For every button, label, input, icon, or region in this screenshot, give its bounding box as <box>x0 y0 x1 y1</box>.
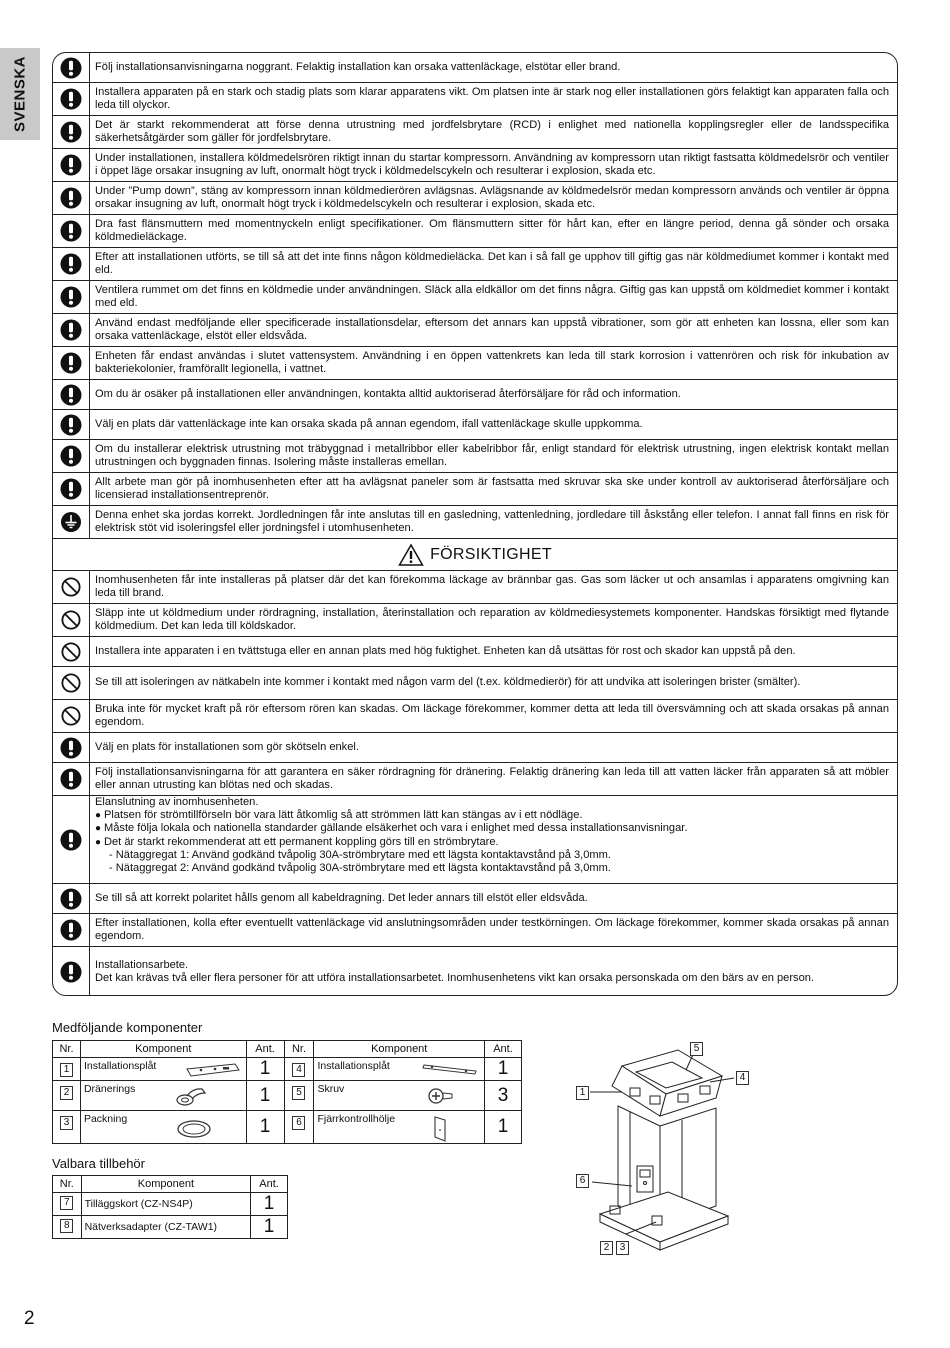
row-icon-cell <box>53 83 90 115</box>
diagram-tag: 2 <box>600 1241 613 1255</box>
sub-item <box>95 862 889 875</box>
exclamation-icon <box>60 414 82 436</box>
bullet-icon: ● <box>95 836 102 848</box>
item-number: 5 <box>292 1086 305 1100</box>
electrical-title: Elanslutning av inomhusenheten. <box>95 796 259 808</box>
safety-text: Allt arbete man gör på inomhusenheten efter att ha avlägsnat paneler som är fastsatta med skruvar ska ske under kontroll av auktoriserad återförsäljare och licensierad installationsentreprenör. <box>95 475 889 501</box>
row-icon-cell <box>53 440 90 472</box>
row-icon-cell <box>53 53 90 82</box>
row-text-cell <box>95 947 889 996</box>
row-icon-cell <box>53 314 90 346</box>
col-komponent: Komponent <box>80 1041 246 1058</box>
exclamation-icon <box>60 737 82 759</box>
item-number: 3 <box>60 1116 73 1130</box>
component-name: Tilläggskort (CZ-NS4P) <box>81 1193 251 1216</box>
safety-text: Se till att isoleringen av nätkabeln inte kommer i kontakt med någon varm del (t.ex. köldmedierör) för att undvika att isoleringen brister (smälter). <box>95 676 801 689</box>
exclamation-icon <box>60 319 82 341</box>
row-icon-cell <box>53 506 90 538</box>
warning-row <box>53 473 897 506</box>
bullet-text: Platsen för strömtillförseln bör vara lätt åtkomlig så att strömmen lätt kan stängas av i ett nödläge. <box>104 809 583 822</box>
row-icon-cell <box>53 571 90 603</box>
col-ant: Ant. <box>485 1041 522 1058</box>
row-icon-cell <box>53 248 90 280</box>
ground-icon <box>60 511 82 533</box>
safety-box <box>52 52 898 996</box>
row-icon-cell <box>53 149 90 181</box>
row-text-cell <box>95 604 889 636</box>
exclamation-icon <box>60 286 82 308</box>
component-quantity: 1 <box>251 1216 288 1239</box>
warning-row <box>53 347 897 380</box>
item-number: 7 <box>60 1196 73 1210</box>
table-row <box>53 1193 288 1216</box>
item-number: 1 <box>60 1063 73 1077</box>
safety-text: Följ installationsanvisningarna noggrant. Felaktig installation kan orsaka vattenläckage, elstötar eller brand. <box>95 60 621 73</box>
row-icon-cell <box>53 763 90 795</box>
optional-title: Valbara tillbehör <box>52 1156 145 1171</box>
row-icon-cell <box>53 380 90 409</box>
row-text-cell <box>95 506 889 538</box>
sub-item <box>95 849 889 862</box>
row-icon-cell <box>53 604 90 636</box>
row-text-cell <box>95 700 889 732</box>
caution-row <box>53 914 897 947</box>
caution-header: FÖRSIKTIGHET <box>430 545 552 563</box>
col-ant: Ant. <box>251 1176 288 1193</box>
component-name: Dränerings <box>83 1083 136 1095</box>
diagram-tag: 3 <box>616 1241 629 1255</box>
row-icon-cell <box>53 281 90 313</box>
row-text-cell <box>95 571 889 603</box>
exclamation-icon <box>60 57 82 79</box>
page-number: 2 <box>24 1308 35 1329</box>
row-text-cell <box>95 884 889 913</box>
col-nr: Nr. <box>53 1041 81 1058</box>
exclamation-icon <box>60 154 82 176</box>
row-text-cell <box>95 473 889 505</box>
warning-row <box>53 116 897 149</box>
warning-row <box>53 440 897 473</box>
diagram-tag: 6 <box>576 1174 589 1188</box>
row-text-cell <box>95 667 889 699</box>
component-name: Installationsplåt <box>317 1060 390 1072</box>
sub-text: Nätaggregat 2: Använd godkänd tvåpolig 30A-strömbrytare med ett lägsta kontaktavstånd på 3,0mm. <box>115 862 611 875</box>
sub-marker: - <box>109 848 113 861</box>
col-nr: Nr. <box>284 1041 314 1058</box>
row-icon-cell <box>53 473 90 505</box>
caution-row <box>53 700 897 733</box>
row-text-cell <box>95 314 889 346</box>
row-text-cell <box>95 149 889 181</box>
bullet-text: Måste följa lokala och nationella standarder gällande elsäkerhet och vara i enlighet med dessa installationsanvisningar. <box>104 822 688 835</box>
components-table <box>52 1040 522 1144</box>
bullet-item <box>95 836 889 849</box>
row-text-cell <box>95 796 889 883</box>
exclamation-icon <box>60 829 82 851</box>
caution-row <box>53 667 897 700</box>
diagram-tag: 4 <box>736 1071 749 1085</box>
caution-header-row <box>53 539 897 571</box>
install-work-text: Det kan krävas två eller flera personer för att utföra installationsarbetet. Inomhusenhetens vikt kan orsaka personskada om den bärs av en person. <box>95 972 815 984</box>
row-text-cell <box>95 248 889 280</box>
exclamation-icon <box>60 961 82 983</box>
unit-packaging-illustration <box>560 1036 790 1256</box>
optional-table <box>52 1175 288 1239</box>
gasket-icon <box>175 1117 215 1141</box>
row-text-cell <box>95 215 889 247</box>
item-number: 8 <box>60 1219 73 1233</box>
remote-cover-icon <box>432 1115 452 1143</box>
exclamation-icon <box>60 88 82 110</box>
row-icon-cell <box>53 947 90 996</box>
warning-row <box>53 506 897 539</box>
row-icon-cell <box>53 637 90 666</box>
bullet-item <box>95 809 889 822</box>
row-icon-cell <box>53 733 90 762</box>
plate-icon <box>185 1062 241 1078</box>
component-name: Packning <box>83 1113 128 1125</box>
safety-text: Installera inte apparaten i en tvättstuga eller en annan plats med hög fuktighet. Enheten kan då utsättas för rost och skador kan uppstå på den. <box>95 644 796 657</box>
warning-row <box>53 248 897 281</box>
component-name: Skruv <box>317 1083 345 1095</box>
safety-text: Se till så att korrekt polaritet hålls genom all kabeldragning. Det leder annars till elstöt eller eldsvåda. <box>95 891 588 904</box>
exclamation-icon <box>60 220 82 242</box>
safety-text: Släpp inte ut köldmedium under rördragning, installation, återinstallation och reparation av köldmediesystemets komponenter. Handskas försiktigt med flytande köldmedium. Det kan leda till köldskador. <box>95 606 889 632</box>
component-name: Nätverksadapter (CZ-TAW1) <box>81 1216 251 1239</box>
caution-row <box>53 604 897 637</box>
install-work-row <box>53 947 897 996</box>
exclamation-icon <box>60 187 82 209</box>
component-name: Installationsplåt <box>83 1060 157 1072</box>
exclamation-icon <box>60 888 82 910</box>
safety-text: Efter att installationen utförts, se till så att det inte finns någon köldmedieläcka. Det kan i så fall ge upphov till giftig gas när köldmediumet kommer i kontakt med eld. <box>95 250 889 276</box>
item-number: 4 <box>292 1063 305 1077</box>
language-tab <box>0 48 40 140</box>
row-icon-cell <box>53 182 90 214</box>
prohibited-icon <box>60 609 82 631</box>
row-icon-cell <box>53 700 90 732</box>
language-label: SVENSKA <box>11 55 29 133</box>
safety-text: Inomhusenheten får inte installeras på platser där det kan förekomma läckage av brännbar gas. Gas som läcker ut och ansamlas i apparatens omgivning kan leda till brand. <box>95 573 889 599</box>
component-quantity: 3 <box>485 1081 522 1111</box>
row-text-cell <box>95 380 889 409</box>
row-text-cell <box>95 116 889 148</box>
bullet-item <box>95 822 889 835</box>
row-icon-cell <box>53 215 90 247</box>
safety-text: Om du installerar elektrisk utrustning mot träbyggnad i metallribbor eller kabelribbor får, enligt standard för elektrisk utrustning, ingen elektrisk kontakt mellan utrustningen och byggnaden finnas. Isolering måste installeras emellan. <box>95 442 889 468</box>
warning-row <box>53 53 897 83</box>
safety-text: Denna enhet ska jordas korrekt. Jordledningen får inte anslutas till en gasledning, vattenledning, jordledare till åskstång eller telefon. I annat fall finns en risk för elektrisk stöt vid isoleringsfel eller jordningsfel i utomhusenheten. <box>95 508 889 534</box>
safety-text: Installera apparaten på en stark och stadig plats som klarar apparatens vikt. Om platsen inte är stark nog eller installationen görs felaktigt kan apparaten falla och leda till olyckor. <box>95 85 889 111</box>
caution-row <box>53 733 897 763</box>
exclamation-icon <box>60 919 82 941</box>
row-icon-cell <box>53 347 90 379</box>
bullet-icon: ● <box>95 823 102 835</box>
prohibited-icon <box>60 576 82 598</box>
item-number: 2 <box>60 1086 73 1100</box>
row-icon-cell <box>53 116 90 148</box>
warning-row <box>53 215 897 248</box>
row-text-cell <box>95 637 889 666</box>
safety-text: Om du är osäker på installationen eller användningen, kontakta alltid auktoriserad återförsäljare för råd och information. <box>95 387 681 400</box>
safety-text: Använd endast medföljande eller specificerade installationsdelar, eftersom det annars kan uppstå vibrationer, som gör att enheten kan lossna, eller som kan orsaka vattenläckage, elstöt eller eldsvåda. <box>95 316 889 342</box>
caution-row <box>53 637 897 667</box>
row-text-cell <box>95 440 889 472</box>
warning-row <box>53 83 897 116</box>
sub-text: Nätaggregat 1: Använd godkänd tvåpolig 30A-strömbrytare med ett lägsta kontaktavstånd på 3,0mm. <box>115 848 611 861</box>
component-quantity: 1 <box>485 1111 522 1144</box>
safety-text: Enheten får endast användas i slutet vattensystem. Användning i en öppen vattenkrets kan leda till stark korrosion i vattenrören och risk för inkubation av bakteriekolonier, framförallt legionella, i vattnet. <box>95 349 889 375</box>
row-icon-cell <box>53 914 90 946</box>
exclamation-icon <box>60 384 82 406</box>
component-name: Fjärrkontrollhölje <box>317 1113 396 1125</box>
bracket-icon <box>422 1062 478 1076</box>
prohibited-icon <box>60 641 82 663</box>
caution-row <box>53 763 897 796</box>
sub-marker: - <box>109 862 113 875</box>
diagram-tag: 1 <box>576 1086 589 1100</box>
install-work-title: Installationsarbete. <box>95 958 189 971</box>
caution-row <box>53 571 897 604</box>
component-quantity: 1 <box>246 1058 284 1081</box>
safety-text: Det är starkt rekommenderat att förse denna utrustning med jordfelsbrytare (RCD) i enlighet med nationella kopplingsregler eller de landsspecifika säkerhetsåtgärder som gäller för jordfelsbrytare. <box>95 118 889 144</box>
row-text-cell <box>95 281 889 313</box>
caution-row <box>53 884 897 914</box>
safety-text: Ventilera rummet om det finns en köldmedie under användningen. Släck alla eldkällor om det finns några. Giftig gas kan uppstå om köldmediet kommer i kontakt med eld. <box>95 283 889 309</box>
component-quantity: 1 <box>246 1081 284 1111</box>
exclamation-icon <box>60 352 82 374</box>
row-icon-cell <box>53 884 90 913</box>
exclamation-icon <box>60 445 82 467</box>
safety-text: Välj en plats där vattenläckage inte kan orsaka skada på annan egendom, ifall vattenläckage skulle uppkomma. <box>95 417 643 430</box>
row-text-cell <box>95 914 889 946</box>
warning-row <box>53 149 897 182</box>
row-text-cell <box>95 53 889 82</box>
col-komponent: Komponent <box>81 1176 251 1193</box>
row-text-cell <box>95 763 889 795</box>
col-komponent: Komponent <box>314 1041 485 1058</box>
bullet-text: Det är starkt rekommenderat att ett permanent koppling görs till en strömbrytare. <box>104 835 499 848</box>
table-row <box>53 1081 522 1111</box>
warning-row <box>53 314 897 347</box>
screw-icon <box>426 1084 456 1108</box>
warning-row <box>53 380 897 410</box>
exclamation-icon <box>60 768 82 790</box>
component-quantity: 1 <box>485 1058 522 1081</box>
table-row <box>53 1216 288 1239</box>
prohibited-icon <box>60 672 82 694</box>
safety-text: Bruka inte för mycket kraft på rör eftersom rören kan skadas. Om läckage förekommer, kommer detta att leda till översvämning och att skada orsakas på annan egendom. <box>95 702 889 728</box>
col-ant: Ant. <box>246 1041 284 1058</box>
exclamation-icon <box>60 253 82 275</box>
row-text-cell <box>95 182 889 214</box>
bullet-icon: ● <box>95 810 102 822</box>
exclamation-icon <box>60 121 82 143</box>
safety-text: Efter installationen, kolla efter eventuellt vattenläckage vid anslutningsområden under testkörningen. Om läckage förekommer, kommer skada orsakas på annan egendom. <box>95 916 889 942</box>
components-title: Medföljande komponenter <box>52 1020 203 1035</box>
safety-text: Under installationen, installera köldmedelsrören riktigt innan du startar kompressorn. Användning av kompressorn utan riktigt fastsatta köldmedelsrör och ventiler i öppet läge orsakar insugning av luft, onormalt högt tryck i köldmedelscykeln och resulterar i explosion, skada etc. <box>95 151 889 177</box>
warning-row <box>53 410 897 440</box>
row-text-cell <box>95 410 889 439</box>
row-icon-cell <box>53 796 90 883</box>
safety-text: Dra fast flänsmuttern med momentnyckeln enligt specifikationer. Om flänsmuttern sitter för hårt kan, efter en längre period, denna gå sönder och orsaka köldmedieläckage. <box>95 217 889 243</box>
drain-elbow-icon <box>175 1084 209 1108</box>
prohibited-icon <box>60 705 82 727</box>
table-row <box>53 1111 522 1144</box>
item-number: 6 <box>292 1116 305 1130</box>
component-quantity: 1 <box>251 1193 288 1216</box>
exclamation-icon <box>60 478 82 500</box>
col-nr: Nr. <box>53 1176 82 1193</box>
safety-text: Välj en plats för installationen som gör skötseln enkel. <box>95 740 359 753</box>
component-quantity: 1 <box>246 1111 284 1144</box>
row-text-cell <box>95 733 889 762</box>
electrical-row <box>53 796 897 884</box>
row-icon-cell <box>53 410 90 439</box>
row-icon-cell <box>53 667 90 699</box>
safety-text: Följ installationsanvisningarna för att garantera en säker rördragning för dränering. Felaktig dränering kan leda till att vatten läcker från apparaten så att möbler eller annan utrusting kan blötas ned och skadas. <box>95 765 889 791</box>
row-text-cell <box>95 83 889 115</box>
table-row <box>53 1058 522 1081</box>
caution-triangle-icon <box>398 543 424 567</box>
warning-row <box>53 182 897 215</box>
diagram-tag: 5 <box>690 1042 703 1056</box>
warning-row <box>53 281 897 314</box>
safety-text: Under ”Pump down”, stäng av kompressorn innan köldmedierören avlägsnas. Avlägsnande av köldmedelsrör medan kompressorn används och ventiler är öppna orsakar insugning av luft, onormalt högt tryck i köldmedelscykeln och resulterar i explosion, skada etc. <box>95 184 889 210</box>
row-text-cell <box>95 347 889 379</box>
